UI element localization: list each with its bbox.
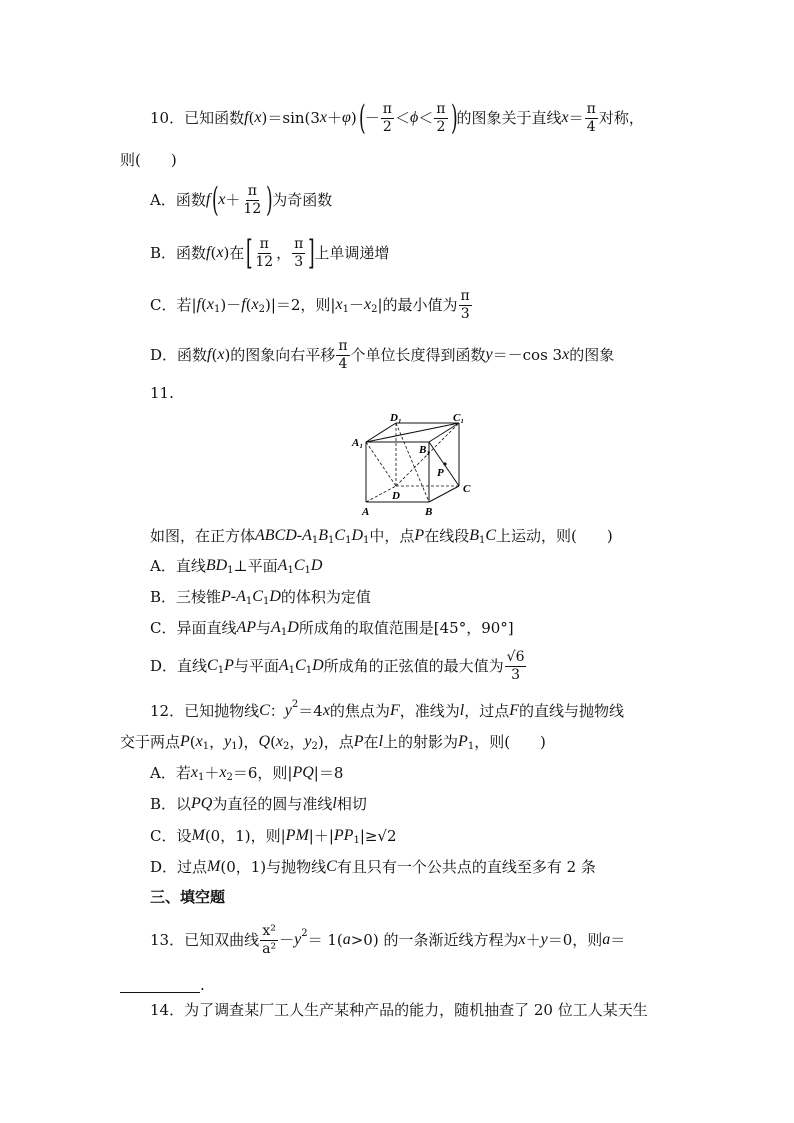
text: ( — [248, 109, 255, 127]
text: )， — [237, 733, 259, 751]
math-variable: ABCD-A — [255, 527, 312, 544]
text: C．若| — [150, 296, 197, 314]
text: ＋ — [204, 764, 220, 782]
subscript: 1 — [245, 596, 253, 607]
text: 所成角的正弦值的最大值为 — [323, 657, 504, 675]
text: 相切 — [336, 795, 367, 813]
point-p — [443, 462, 446, 465]
math-variable: D — [310, 557, 323, 574]
fraction-numerator: π — [586, 100, 596, 117]
text: ，准线为 — [399, 702, 460, 720]
text: ： — [269, 702, 285, 720]
math-variable: A — [278, 657, 289, 674]
subscript: 1 — [353, 835, 360, 846]
math-variable: M — [191, 827, 205, 844]
subscript: 1 — [288, 665, 296, 676]
math-variable: B — [469, 527, 479, 544]
math-variable: C — [259, 702, 270, 719]
text: 与平面 — [233, 657, 279, 675]
math-variable: C — [295, 657, 306, 674]
math-variable: P — [224, 657, 234, 674]
text: (0，1)与抛物线 — [220, 858, 327, 876]
fraction-numerator: π — [436, 100, 446, 117]
q14-stem — [150, 1000, 648, 1020]
text: 13．已知双曲线 — [150, 931, 260, 949]
subscript: 1 — [287, 565, 294, 576]
label-d: D — [392, 490, 400, 502]
large-bracket: ) — [266, 180, 273, 220]
math-variable: x — [190, 764, 198, 781]
math-variable: AP — [236, 619, 257, 636]
text: ＜ — [418, 109, 434, 127]
math-variable: x — [364, 296, 372, 313]
fraction-denominator: 12 — [255, 253, 274, 270]
text: 的图象 — [569, 346, 615, 364]
math-variable: P — [353, 733, 364, 750]
text: C．异面直线 — [150, 619, 237, 637]
text: 11. — [150, 384, 174, 402]
text: )－ — [220, 296, 242, 314]
math-variable: PM — [285, 827, 309, 844]
fraction-numerator: π — [382, 100, 392, 117]
text: 14．为了调查某厂工人生产某种产品的能力，随机抽查了 20 位工人某天生 — [150, 1001, 648, 1019]
math-variable: PP — [333, 827, 354, 844]
text: |的最小值为 — [377, 296, 458, 314]
math-variable: PQ — [191, 795, 213, 812]
fraction-denominator: 2 — [436, 118, 446, 135]
text: 10．已知函数 — [150, 109, 245, 127]
text: ( — [210, 244, 217, 262]
fraction-numerator: π — [338, 337, 348, 354]
text: ( — [211, 346, 218, 364]
fraction-denominator: a² — [262, 940, 277, 957]
math-variable: l — [332, 795, 337, 812]
q13-stem — [150, 922, 626, 957]
text: B．三棱锥 — [150, 588, 222, 606]
subscript: 1 — [363, 535, 370, 546]
text: ＋ — [225, 191, 241, 209]
math-variable: x — [335, 296, 343, 313]
subscript: 2 — [283, 741, 290, 752]
text: ＝ — [610, 931, 626, 949]
text: 在线段 — [424, 527, 470, 545]
subscript: 1 — [202, 741, 210, 752]
subscript: 1 — [479, 535, 486, 546]
math-variable: Q — [258, 733, 271, 750]
math-variable: x — [254, 109, 262, 126]
text: 的直线与抛物线 — [518, 702, 624, 720]
text: A．若 — [150, 764, 191, 782]
math-variable: x — [319, 109, 328, 126]
math-variable: ϕ — [410, 109, 419, 126]
text: ( — [270, 733, 276, 751]
text: >0) 的一条渐近线方程为 — [350, 931, 519, 949]
superscript: 2 — [291, 699, 299, 710]
math-variable: C — [252, 588, 263, 605]
math-variable: C — [485, 527, 497, 544]
text: ＝6，则| — [232, 764, 293, 782]
text: ＋ — [525, 931, 541, 949]
text: ＋ — [327, 109, 343, 127]
math-variable: P — [458, 733, 468, 750]
math-variable: y — [294, 931, 302, 948]
text: |≥√2 — [359, 827, 397, 845]
math-variable: l — [459, 702, 465, 719]
math-variable: x — [322, 702, 330, 719]
math-variable: f — [196, 296, 201, 313]
text: 三、填空题 — [150, 888, 226, 906]
text: 个单位长度得到函数 — [350, 346, 486, 364]
math-variable: P — [180, 733, 190, 750]
q12-option-d — [150, 857, 596, 877]
math-variable: C — [334, 527, 346, 544]
text: － — [364, 109, 380, 127]
math-variable: y — [540, 931, 548, 948]
text: ＝0，则 — [547, 931, 603, 949]
fraction — [253, 236, 275, 271]
q12-option-b — [150, 794, 367, 814]
text: 上的射影为 — [383, 733, 459, 751]
label-b1: B₁ — [419, 444, 431, 456]
text: － — [348, 296, 364, 314]
text: ，则( ) — [474, 733, 546, 751]
text: |＝8 — [313, 764, 344, 782]
math-variable: x — [561, 109, 569, 126]
text: B．函数 — [150, 244, 207, 262]
math-variable: a — [342, 931, 351, 948]
q10-option-a — [150, 180, 333, 220]
math-variable: x — [562, 346, 570, 363]
text: ＝ 1( — [307, 931, 343, 949]
edge-bc — [429, 486, 459, 502]
large-bracket: ( — [358, 98, 366, 138]
math-variable: y — [224, 733, 232, 750]
text: 12．已知抛物线 — [150, 702, 260, 720]
text: ⊥平面 — [233, 557, 278, 575]
label-c1: C₁ — [453, 412, 465, 424]
q12-option-a — [150, 763, 343, 783]
fraction-numerator: x² — [262, 922, 276, 939]
subscript: 2 — [226, 772, 233, 783]
q10-option-d — [150, 337, 615, 372]
q13-answer-blank — [120, 975, 205, 995]
fraction-numerator: π — [247, 182, 257, 199]
math-variable: φ — [342, 109, 351, 126]
math-variable: B — [318, 527, 329, 544]
text: 为直径的圆与准线 — [212, 795, 333, 813]
q10-stem-cont — [120, 150, 177, 170]
subscript: 1 — [342, 304, 349, 315]
fraction-numerator: π — [294, 235, 304, 252]
large-bracket: [ — [246, 233, 253, 273]
subscript: 1 — [305, 665, 313, 676]
fraction — [505, 649, 527, 684]
q11-stem — [150, 526, 613, 546]
math-variable: f — [206, 244, 211, 261]
q10-stem — [150, 98, 644, 138]
text: D．过点 — [150, 858, 208, 876]
subscript: 1 — [311, 535, 319, 546]
text: (0，1)，则| — [204, 827, 286, 845]
q12-stem — [150, 701, 624, 721]
fraction-denominator: 3 — [511, 666, 521, 683]
math-variable: P-A — [221, 588, 246, 605]
text: )|＝2，则| — [264, 296, 336, 314]
text: )，点 — [317, 733, 354, 751]
text: ＝4 — [298, 702, 323, 720]
label-a1: A₁ — [352, 437, 364, 449]
superscript: 2 — [301, 928, 308, 939]
text: ＜ — [394, 109, 410, 127]
text: )在 — [223, 244, 245, 262]
fraction — [241, 183, 263, 218]
text: B．以 — [150, 795, 192, 813]
q11-option-a — [150, 556, 322, 576]
text: ) — [350, 109, 357, 127]
math-variable: x — [217, 346, 225, 363]
subscript: 2 — [258, 304, 265, 315]
fraction-denominator: 3 — [294, 253, 304, 270]
fraction-denominator: 12 — [243, 200, 262, 217]
text: ， — [276, 244, 292, 262]
q11-option-c — [150, 618, 514, 638]
fraction — [434, 101, 447, 136]
text: ( — [245, 296, 252, 314]
math-variable: A — [271, 619, 281, 636]
fraction-numerator: π — [259, 235, 269, 252]
label-a: A — [362, 506, 370, 518]
math-variable: y — [304, 733, 312, 750]
text: 所成角的取值范围是[45°，90°] — [298, 619, 514, 637]
text: 则( ) — [120, 151, 177, 169]
text: 与 — [256, 619, 272, 637]
fraction — [585, 101, 598, 136]
text: ( — [200, 296, 207, 314]
text: 中，点 — [369, 527, 415, 545]
text: D．直线 — [150, 657, 208, 675]
fraction-numerator: √6 — [506, 648, 525, 665]
segment-a1c1 — [366, 423, 459, 442]
math-variable: D — [287, 619, 299, 636]
subscript: 1 — [231, 741, 238, 752]
text: |＋| — [308, 827, 334, 845]
math-variable: a — [602, 931, 611, 948]
large-bracket: ( — [212, 180, 219, 220]
math-variable: f — [244, 109, 249, 126]
text: 上运动，则( ) — [496, 527, 613, 545]
text: 在 — [363, 733, 379, 751]
math-variable: l — [378, 733, 384, 750]
text: 的图象关于直线 — [456, 109, 562, 127]
math-variable: C — [293, 557, 305, 574]
math-variable: x — [218, 191, 226, 208]
text: 有且只有一个公共点的直线至多有 2 条 — [336, 858, 596, 876]
subscript: 1 — [345, 535, 352, 546]
text: ＝－cos 3 — [492, 346, 563, 364]
math-variable: x — [216, 244, 224, 261]
large-bracket: ] — [308, 233, 315, 273]
segment-a1d — [366, 442, 396, 486]
fraction-denominator: 3 — [460, 305, 470, 322]
q11-option-d — [150, 648, 527, 683]
math-variable: BD — [205, 557, 228, 574]
math-variable: f — [205, 191, 211, 208]
math-variable: y — [485, 346, 493, 363]
fraction — [459, 288, 472, 323]
text: ＝ — [568, 109, 584, 127]
fraction-denominator: 4 — [338, 355, 348, 372]
text: ，过点 — [464, 702, 510, 720]
math-variable: M — [207, 858, 221, 875]
math-variable: F — [509, 702, 519, 719]
answer-blank[interactable] — [120, 978, 200, 993]
subscript: 1 — [304, 565, 311, 576]
large-bracket: ) — [450, 98, 458, 138]
math-variable: x — [275, 733, 284, 750]
label-b: B — [425, 506, 433, 518]
subscript: 1 — [213, 304, 221, 315]
math-variable: x — [195, 733, 203, 750]
math-variable: C — [326, 858, 337, 875]
fraction-denominator: 4 — [586, 118, 596, 135]
q10-option-c — [150, 287, 473, 322]
q10-option-b — [150, 233, 390, 273]
math-variable: C — [207, 657, 218, 674]
subscript: 2 — [311, 741, 318, 752]
math-variable: x — [219, 764, 227, 781]
subscript: 1 — [197, 772, 205, 783]
math-variable: PQ — [292, 764, 314, 781]
math-variable: y — [284, 702, 292, 719]
subscript: 1 — [217, 665, 225, 676]
fraction — [292, 236, 305, 271]
text: ， — [209, 733, 225, 751]
math-variable: f — [241, 296, 246, 313]
subscript: 1 — [328, 535, 335, 546]
q12-stem-cont — [120, 732, 546, 752]
section-heading — [150, 887, 225, 907]
subscript: 2 — [371, 304, 378, 315]
math-variable: P — [414, 527, 425, 544]
math-variable: x — [206, 296, 214, 313]
math-variable: x — [251, 296, 259, 313]
subscript: 1 — [467, 741, 475, 752]
segment-bd1 — [396, 423, 429, 502]
math-variable: D — [269, 588, 281, 605]
label-c: C — [463, 483, 471, 495]
label-d1: D₁ — [390, 412, 402, 424]
math-variable: D — [312, 657, 324, 674]
math-variable: D — [351, 527, 364, 544]
label-p: P — [437, 467, 444, 479]
text: 的体积为定值 — [280, 588, 371, 606]
math-variable: A — [277, 557, 288, 574]
fraction — [260, 923, 278, 958]
text: C．设 — [150, 827, 192, 845]
fraction — [336, 338, 349, 373]
text: 为奇函数 — [272, 191, 333, 209]
fraction — [381, 101, 394, 136]
text: － — [279, 931, 295, 949]
text: . — [200, 976, 205, 994]
subscript: 1 — [227, 565, 234, 576]
subscript: 1 — [262, 596, 270, 607]
text: ( — [189, 733, 196, 751]
text: 对称， — [598, 109, 644, 127]
text: 如图，在正方体 — [150, 527, 256, 545]
text: 的焦点为 — [329, 702, 390, 720]
fraction-denominator: 2 — [382, 118, 392, 135]
subscript: 1 — [280, 627, 288, 638]
text: )＝sin(3 — [261, 109, 320, 127]
text: ， — [289, 733, 305, 751]
text: )的图象向右平移 — [224, 346, 336, 364]
text: D．函数 — [150, 346, 208, 364]
math-variable: f — [207, 346, 212, 363]
math-variable: x — [518, 931, 526, 948]
text: A．函数 — [150, 191, 206, 209]
text: 交于两点 — [120, 733, 181, 751]
q11-number — [150, 383, 174, 403]
fraction-numerator: π — [460, 287, 470, 304]
text: 上单调递增 — [314, 244, 390, 262]
cube-figure — [340, 400, 480, 520]
q11-option-b — [150, 587, 371, 607]
text: A．直线 — [150, 557, 206, 575]
q12-option-c — [150, 826, 397, 846]
math-variable: F — [389, 702, 400, 719]
